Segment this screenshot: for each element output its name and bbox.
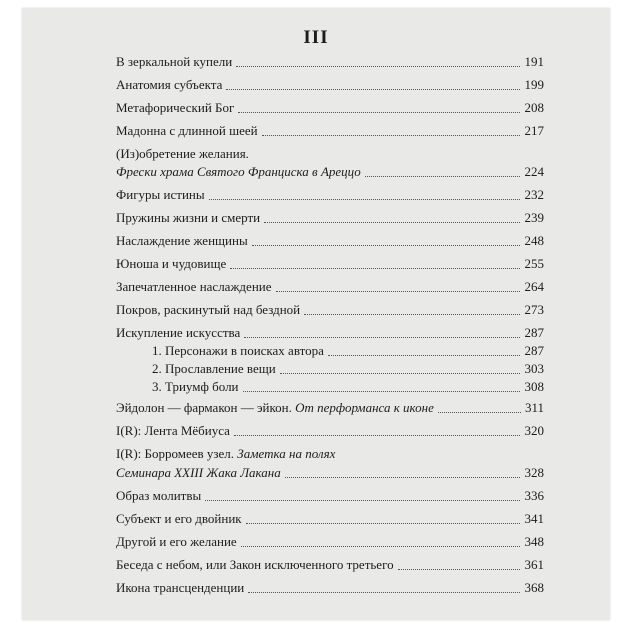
toc-entry-page: 199 xyxy=(524,77,544,92)
toc-entry-title: 2. Прославление вещи xyxy=(152,361,276,376)
section-heading: III xyxy=(303,27,329,48)
toc-entry-title: Эйдолон — фармакон — эйкон. xyxy=(116,400,292,415)
toc-entry-title: Субъект и его двойник xyxy=(116,511,242,526)
toc-entry-page: 308 xyxy=(524,379,544,394)
toc-entry-title: Другой и его желание xyxy=(116,534,237,549)
toc-entry xyxy=(116,555,544,575)
toc-entry xyxy=(116,75,544,95)
toc-subentry xyxy=(116,341,544,361)
toc-entry xyxy=(116,208,544,228)
toc-entry xyxy=(116,532,544,552)
toc-entry-title: Покров, раскинутый над бездной xyxy=(116,302,301,317)
toc-entry-title: Наслаждение женщины xyxy=(116,233,248,248)
toc-entry xyxy=(116,323,544,343)
toc-entry xyxy=(116,421,544,441)
toc-entry xyxy=(116,463,544,483)
toc-entry xyxy=(116,52,544,72)
toc-entry xyxy=(116,509,544,529)
toc-entry-page: 341 xyxy=(524,511,544,526)
toc-entry-page: 255 xyxy=(524,256,544,271)
toc-entry-title: Мадонна с длинной шеей xyxy=(116,123,258,138)
toc-entry-title: Икона трансценденции xyxy=(116,580,245,595)
toc-entry-page: 208 xyxy=(524,100,544,115)
dot-leader xyxy=(365,176,520,177)
toc-subentry xyxy=(116,377,544,397)
toc-entry-page: 303 xyxy=(524,361,544,376)
dot-leader xyxy=(238,112,520,113)
dot-leader xyxy=(205,500,520,501)
toc-entry xyxy=(116,486,544,506)
dot-leader xyxy=(226,89,520,90)
dot-leader xyxy=(209,199,520,200)
toc-entry-title: Запечатленное наслаждение xyxy=(116,279,272,294)
toc-subentry xyxy=(116,359,544,379)
toc-entry-page: 224 xyxy=(524,164,544,179)
toc-entry-page: 336 xyxy=(524,488,544,503)
dot-leader xyxy=(398,569,520,570)
dot-leader xyxy=(243,391,520,392)
toc-entry-page: 361 xyxy=(524,557,544,572)
toc-entry-page: 264 xyxy=(524,279,544,294)
toc-entry-title-continuation: Семинара XXIII Жака Лакана xyxy=(116,465,281,480)
toc-entry-title: Метафорический Бог xyxy=(116,100,235,115)
toc-entry xyxy=(116,98,544,118)
dot-leader xyxy=(248,592,520,593)
toc-entry-title: 1. Персонажи в поисках автора xyxy=(152,343,324,358)
toc-entry-title: Беседа с небом, или Закон исключенного третьего xyxy=(116,557,394,572)
toc-entry-title: Анатомия субъекта xyxy=(116,77,223,92)
dot-leader xyxy=(244,337,520,338)
toc-entry-page: 287 xyxy=(524,325,544,340)
dot-leader xyxy=(262,135,520,136)
dot-leader xyxy=(285,477,520,478)
toc-entry-title: Юноша и чудовище xyxy=(116,256,227,271)
toc-entry-title-continuation: Фрески храма Святого Франциска в Ареццо xyxy=(116,164,361,179)
toc-entry-page: 328 xyxy=(524,465,544,480)
toc-entry xyxy=(116,398,544,418)
toc-entry-title: I(R): Лента Мёбиуса xyxy=(116,423,230,438)
dot-leader xyxy=(280,373,520,374)
toc-entry xyxy=(116,578,544,598)
toc-entry xyxy=(116,185,544,205)
toc-entry-page: 248 xyxy=(524,233,544,248)
dot-leader xyxy=(236,66,520,67)
toc-entry xyxy=(116,254,544,274)
toc-entry-page: 239 xyxy=(524,210,544,225)
toc-entry-title: Фигуры истины xyxy=(116,187,205,202)
dot-leader xyxy=(304,314,520,315)
toc-entry-page: 191 xyxy=(524,54,544,69)
toc-entry-title: (Из)обретение желания. xyxy=(116,146,249,161)
dot-leader xyxy=(234,435,520,436)
dot-leader xyxy=(230,268,520,269)
toc-entry-title: Искупление искусства xyxy=(116,325,241,340)
toc-entry xyxy=(116,162,544,182)
toc-entry-title-group xyxy=(116,398,434,418)
toc-entry-title: Пружины жизни и смерти xyxy=(116,210,261,225)
dot-leader xyxy=(246,523,520,524)
dot-leader xyxy=(252,245,520,246)
dot-leader xyxy=(328,355,520,356)
toc-entry-page: 273 xyxy=(524,302,544,317)
toc-entry xyxy=(116,300,544,320)
toc-entry-title-italic: От перформанса к иконе xyxy=(295,400,434,415)
toc-entry-title: В зеркальной купели xyxy=(116,54,233,69)
toc-entry-page: 287 xyxy=(524,343,544,358)
toc-entry-title: Образ молитвы xyxy=(116,488,202,503)
toc-entry-page: 217 xyxy=(524,123,544,138)
toc-entry-page: 368 xyxy=(524,580,544,595)
toc-entry-title: 3. Триумф боли xyxy=(152,379,239,394)
toc-entry-title: I(R): Борромеев узел. xyxy=(116,446,235,461)
toc-entry-page: 232 xyxy=(524,187,544,202)
toc-entry-title-group xyxy=(116,444,335,464)
dot-leader xyxy=(241,546,520,547)
dot-leader xyxy=(276,291,520,292)
toc-entry-page: 311 xyxy=(524,400,544,415)
toc-entry-page: 320 xyxy=(524,423,544,438)
dot-leader xyxy=(438,412,521,413)
toc-entry-page: 348 xyxy=(524,534,544,549)
toc-entry xyxy=(116,121,544,141)
dot-leader xyxy=(264,222,520,223)
book-page xyxy=(22,8,610,620)
toc-entry xyxy=(116,277,544,297)
toc-entry-title-italic: Заметка на полях xyxy=(237,446,336,461)
toc-entry xyxy=(116,231,544,251)
